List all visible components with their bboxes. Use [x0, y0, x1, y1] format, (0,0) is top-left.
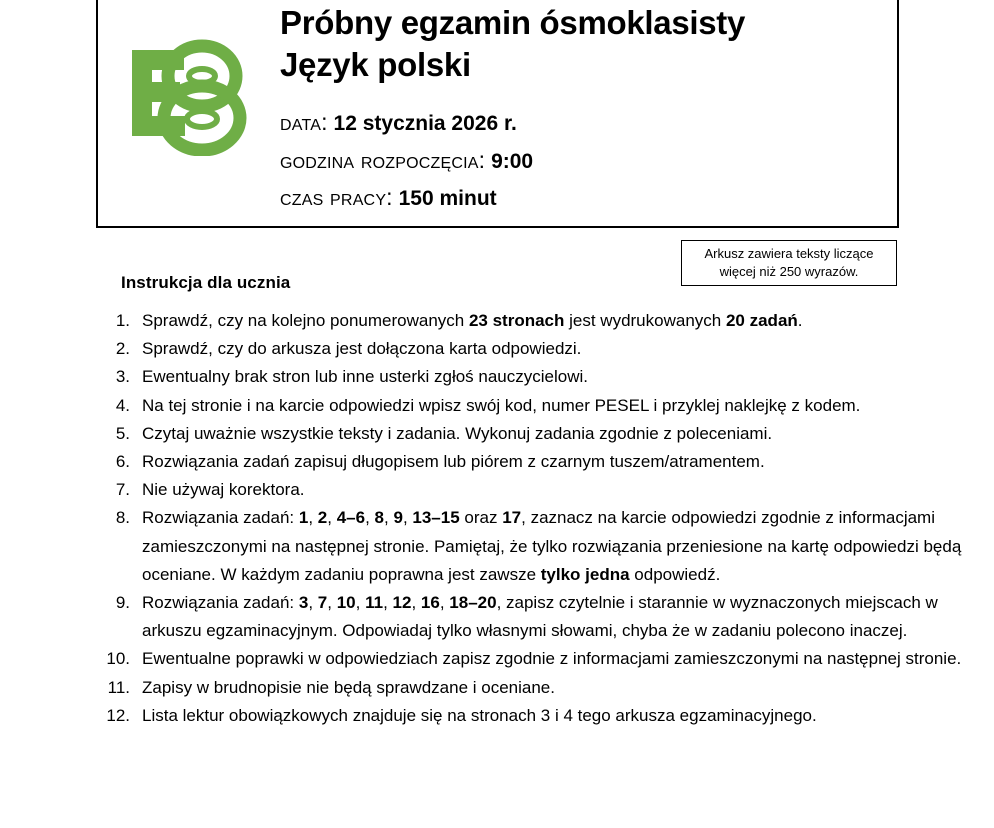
meta-value-date: 12 stycznia 2026 r. — [333, 112, 517, 136]
instruction-item — [88, 420, 968, 448]
instruction-item-text: Sprawdź, czy do arkusza jest dołączona karta odpowiedzi. — [142, 339, 582, 359]
instruction-item — [88, 448, 968, 476]
instruction-item-text: Lista lektur obowiązkowych znajduje się na stronach 3 i 4 tego arkusza egzaminacyjnego. — [142, 705, 817, 725]
instruction-item-text: Zapisy w brudnopisie nie będą sprawdzane i oceniane. — [142, 677, 555, 697]
meta-label-date: data: — [280, 109, 328, 136]
instruction-item — [88, 674, 968, 702]
exam-meta-list — [280, 104, 897, 216]
instruction-item — [88, 645, 968, 673]
header-text-block — [278, 0, 897, 216]
instruction-item-number: 5. — [115, 423, 130, 443]
logo-cell — [98, 0, 278, 156]
exam-meta-row-start-time — [280, 142, 897, 179]
instruction-item-text: Rozwiązania zadań: 3, 7, 10, 11, 12, 16, 18–20, zapisz czytelnie i starannie w wyznaczonych miejscach w arkuszu egzaminacyjnym. Odpowiadaj tylko własnymi słowami, chyba że w zadaniu polecono inaczej. — [142, 593, 938, 641]
exam-title: Próbny egzamin ósmoklasisty — [280, 4, 746, 41]
exam-header-box — [96, 0, 899, 228]
instruction-item — [88, 392, 968, 420]
instruction-item-text: Ewentualne poprawki w odpowiedziach zapisz zgodnie z informacjami zamieszczonymi na następnej stronie. — [142, 649, 962, 669]
instruction-item — [88, 307, 968, 335]
instruction-item — [88, 335, 968, 363]
instruction-item-number: 6. — [115, 452, 130, 472]
instruction-item — [88, 476, 968, 504]
word-count-note-line-2: więcej niż 250 wyrazów. — [719, 264, 859, 279]
instruction-item-text: Sprawdź, czy na kolejno ponumerowanych 23 stronach jest wydrukowanych 20 zadań. — [142, 311, 803, 330]
instructions-heading: Instrukcja dla ucznia — [121, 273, 291, 292]
instructions-list — [88, 307, 968, 730]
instruction-item-text: Rozwiązania zadań zapisuj długopisem lub piórem z czarnym tuszem/atramentem. — [142, 452, 765, 472]
instruction-item — [88, 702, 968, 730]
instruction-item-number: 8. — [115, 508, 130, 528]
instruction-item-number: 4. — [115, 395, 130, 415]
e8-logo-icon — [128, 34, 248, 156]
instruction-item-number: 7. — [115, 480, 130, 500]
meta-value-start-time: 9:00 — [491, 149, 534, 173]
word-count-note-line-1: Arkusz zawiera teksty liczące — [704, 245, 874, 261]
instruction-item-number: 3. — [115, 367, 130, 387]
word-count-note-box — [681, 240, 897, 286]
exam-meta-row-date — [280, 104, 897, 141]
instruction-item-text: Ewentualny brak stron lub inne usterki zgłoś nauczycielowi. — [142, 367, 589, 387]
instruction-item-number: 1. — [115, 311, 130, 330]
instruction-item-text: Czytaj uważnie wszystkie teksty i zadania. Wykonuj zadania zgodnie z poleceniami. — [142, 423, 773, 443]
instruction-item-number: 12. — [106, 705, 130, 725]
exam-meta-row-duration — [280, 179, 897, 216]
instruction-item-number: 9. — [115, 593, 130, 613]
instruction-item — [88, 363, 968, 391]
instruction-item-number: 11. — [107, 677, 130, 697]
instruction-item — [88, 589, 968, 645]
instruction-item-text: Nie używaj korektora. — [142, 480, 305, 500]
instruction-item-text: Na tej stronie i na karcie odpowiedzi wpisz swój kod, numer PESEL i przyklej naklejkę z kodem. — [142, 395, 861, 415]
instruction-item-number: 10. — [106, 649, 130, 669]
instruction-item-number: 2. — [115, 339, 130, 359]
meta-label-duration: czas pracy: — [280, 183, 393, 210]
instruction-item-text: Rozwiązania zadań: 1, 2, 4–6, 8, 9, 13–15 oraz 17, zaznacz na karcie odpowiedzi zgodnie z informacjami zamieszczonymi na następnej stronie. Pamiętaj, że tylko rozwiązania przeniesione na kartę odpowiedzi będą oceniane. W każdym zadaniu poprawna jest zawsze tylko jedna odpowiedź. — [142, 508, 962, 584]
meta-label-start-time: godzina rozpoczęcia: — [280, 146, 486, 173]
meta-value-duration: 150 minut — [398, 186, 497, 210]
exam-subject: Język polski — [280, 46, 471, 84]
instruction-item — [88, 504, 968, 589]
word-count-note-text — [698, 245, 879, 282]
